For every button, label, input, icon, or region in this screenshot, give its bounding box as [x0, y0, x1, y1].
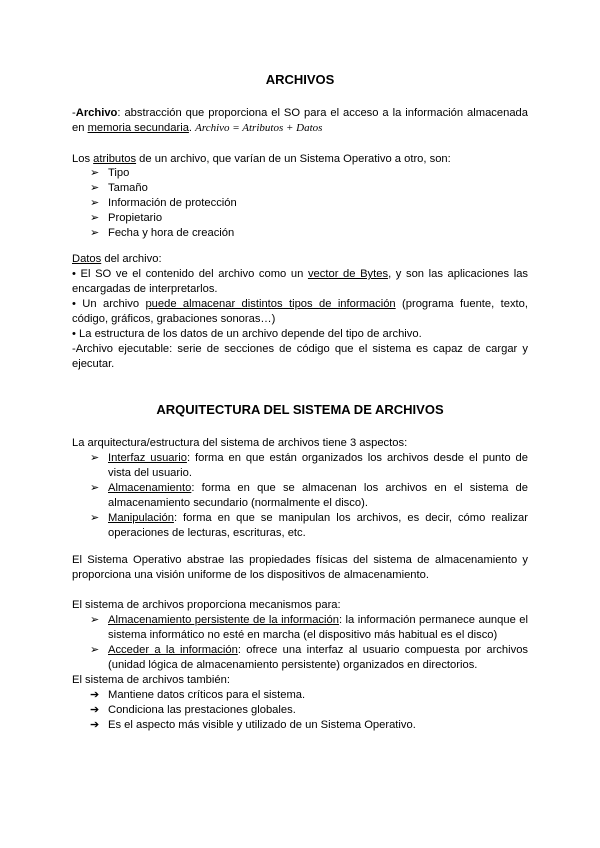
datos-label: Datos	[72, 253, 102, 265]
arrowhead-icon: ➢	[90, 182, 100, 194]
datos-post: del archivo:	[101, 253, 162, 265]
list-item	[72, 688, 528, 703]
list-item	[72, 481, 528, 511]
list-item	[72, 196, 528, 211]
also-text: Condiciona las prestaciones globales.	[108, 704, 296, 716]
also-text: Es el aspecto más visible y utilizado de un Sistema Operativo.	[108, 719, 416, 731]
arrowhead-icon: ➢	[90, 614, 100, 626]
arrowhead-icon: ➢	[90, 644, 100, 656]
datos-p1-term: vector de Bytes	[307, 268, 389, 280]
aspects-list	[72, 451, 528, 541]
arrowhead-icon: ➢	[90, 227, 100, 239]
attr-intro-term: atributos	[93, 153, 137, 165]
attribute-text: Información de protección	[108, 197, 237, 209]
attribute-text: Tipo	[108, 167, 130, 179]
list-item	[72, 166, 528, 181]
list-item	[72, 718, 528, 733]
datos-p2-term: puede almacenar distintos tipos de información	[145, 298, 396, 310]
attributes-list	[72, 166, 528, 241]
datos-p2-pre: • Un archivo	[72, 298, 146, 310]
arrowhead-icon: ➢	[90, 197, 100, 209]
attributes-intro	[72, 152, 528, 167]
arrowhead-icon: ➢	[90, 512, 100, 524]
also-text: Mantiene datos críticos para el sistema.	[108, 689, 306, 701]
attribute-text: Tamaño	[108, 182, 148, 194]
arrow-icon: ➔	[90, 704, 100, 716]
arrowhead-icon: ➢	[90, 482, 100, 494]
def-underlined-term: memoria secundaria	[87, 122, 189, 134]
arrowhead-icon: ➢	[90, 452, 100, 464]
attribute-text: Propietario	[108, 212, 163, 224]
list-item	[72, 703, 528, 718]
also-list	[72, 688, 528, 733]
section-title-archivos: ARCHIVOS	[265, 72, 335, 87]
also-intro: El sistema de archivos también:	[72, 674, 230, 686]
aspect-term: Interfaz usuario	[108, 452, 187, 464]
aspect-text: : forma en que están organizados los archivos desde el punto de vista del usuario.	[108, 452, 528, 479]
arquitectura-intro: La arquitectura/estructura del sistema de archivos tiene 3 aspectos:	[72, 437, 408, 449]
list-item	[72, 451, 528, 481]
arrow-icon: ➔	[90, 689, 100, 701]
def-formula: Archivo = Atributos + Datos	[195, 122, 323, 134]
section-title-arquitectura: ARQUITECTURA DEL SISTEMA DE ARCHIVOS	[156, 402, 444, 417]
attribute-text: Fecha y hora de creación	[108, 227, 235, 239]
datos-heading	[72, 252, 528, 267]
mechanism-term: Almacenamiento persistente de la información	[108, 614, 339, 626]
attr-intro-post: de un archivo, que varían de un Sistema Operativo a otro, son:	[136, 153, 451, 165]
datos-p1-pre: • El SO ve el contenido del archivo como un	[72, 268, 308, 280]
def-prefix: -	[72, 107, 76, 119]
mechanism-text: : la información permanece aunque el sistema informático no esté en marcha (el dispositivo más habitual es el disco)	[108, 614, 528, 641]
list-item	[72, 226, 528, 241]
archivo-definition	[72, 106, 528, 136]
mechanism-term: Acceder a la información	[108, 644, 238, 656]
arrow-icon: ➔	[90, 719, 100, 731]
arrowhead-icon: ➢	[90, 212, 100, 224]
datos-p1-post: , y son las aplicaciones las encargadas de interpretarlos.	[72, 268, 529, 295]
list-item	[72, 211, 528, 226]
datos-paragraph-4: -Archivo ejecutable: serie de secciones de código que el sistema es capaz de cargar y ejecutar.	[72, 343, 528, 370]
attr-intro-pre: Los	[72, 153, 94, 165]
datos-paragraph-3: • La estructura de los datos de un archivo depende del tipo de archivo.	[72, 328, 422, 340]
datos-paragraph-1	[72, 267, 528, 297]
mechanisms-list	[72, 613, 528, 673]
mechanism-text: : ofrece una interfaz al usuario compuesta por archivos (unidad lógica de almacenamiento persistente) organizados en directorios.	[108, 644, 529, 671]
datos-paragraph-2	[72, 297, 528, 327]
def-term: Archivo	[75, 107, 118, 119]
aspect-term: Manipulación	[108, 512, 174, 524]
arrowhead-icon: ➢	[90, 167, 100, 179]
abstraction-paragraph: El Sistema Operativo abstrae las propiedades físicas del sistema de almacenamiento y proporciona una visión uniforme de los dispositivos de almacenamiento.	[72, 554, 528, 581]
mechanisms-intro: El sistema de archivos proporciona mecanismos para:	[72, 599, 341, 611]
def-text: : abstracción que proporciona el SO para el acceso a la información almacenada en	[72, 107, 528, 134]
list-item	[72, 613, 528, 643]
list-item	[72, 181, 528, 196]
aspect-text: : forma en que se almacenan los archivos en el sistema de almacenamiento secundario (normalmente el disco).	[108, 482, 528, 509]
list-item	[72, 511, 528, 541]
datos-p2-post: (programa fuente, texto, código, gráficos, grabaciones sonoras…)	[72, 298, 528, 325]
list-item	[72, 643, 528, 673]
aspect-term: Almacenamiento	[108, 482, 192, 494]
aspect-text: : forma en que se manipulan los archivos, es decir, cómo realizar operaciones de lecturas, escrituras, etc.	[108, 512, 528, 539]
def-text-end: .	[188, 122, 196, 134]
